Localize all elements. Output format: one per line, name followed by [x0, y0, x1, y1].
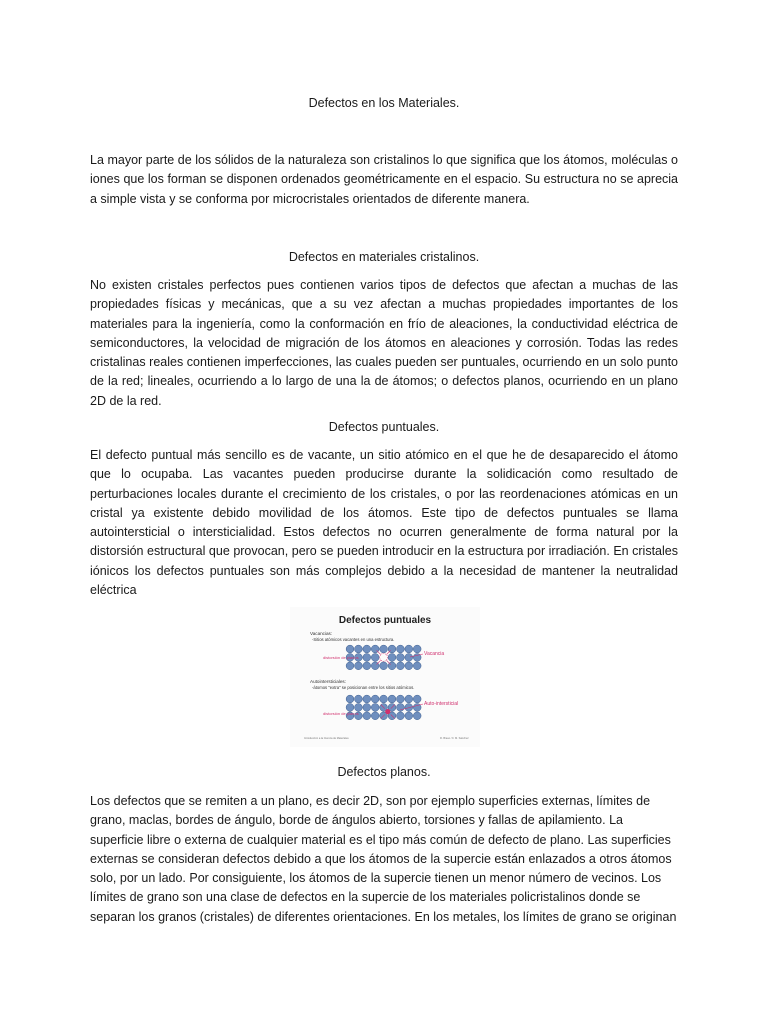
lattice-atom: [346, 695, 354, 703]
vacancy-label: Vacancia: [424, 651, 445, 657]
section-heading-planos: Defectos planos.: [337, 765, 431, 779]
lattice-atom: [405, 645, 413, 653]
lattice-atom: [371, 704, 379, 712]
section-heading-cristalinos: Defectos en materiales cristalinos.: [288, 250, 480, 264]
distortion-label-top: distorsión de planos: [323, 655, 359, 660]
section-body-cristalinos: No existen cristales perfectos pues contienen varios tipos de defectos que afectan a muchas de las propiedades físicas y mecánicas, que a su vez afectan a muchas propiedades importantes de los materiales para la ingeniería, como la conformación en frío de aleaciones, la conductividad eléctrica de semiconductores, la velocidad de migración de los átomos en aleaciones y corrosión. Todas las redes cristalinas reales contienen imperfecciones, las cuales pueden ser puntuales, ocurriendo en un solo punto de la red; lineales, ocurriendo a lo largo de una la de átomos; o defectos planos, ocurriendo en un plano 2D de la red.: [90, 278, 678, 408]
section-body-planos: Los defectos que se remiten a un plano, es decir 2D, son por ejemplo superficies externas, límites de grano, maclas, bordes de ángulo, borde de ángulos abierto, torsiones y fallas de apilamiento. La superficie libre o externa de cualquier material es el tipo más común de defecto de plano. Las superficies externas se consideran defectos debido a que los átomos de la supercie están enlazados a otros átomos solo, por un lado. Por consiguiente, los átomos de la supercie tienen un menor número de vecinos. Los límites de grano son una clase de defectos en la supercie de los materiales policristalinos donde se separan los granos (cristales) de diferentes orientaciones. En los metales, los límites de grano se originan: [90, 794, 677, 924]
lattice-atom: [363, 654, 371, 662]
distortion-label-bottom: distorsión de planos: [323, 711, 359, 716]
lattice-atom: [397, 654, 405, 662]
point-defects-figure: [290, 607, 480, 747]
lattice-atom: [397, 662, 405, 670]
lattice-atom: [355, 645, 363, 653]
interstitial-description: -átomos "extra" se posicionan entre los sitios atómicos.: [312, 685, 415, 690]
vacancy-site: [380, 654, 388, 662]
lattice-atom: [397, 712, 405, 720]
section-body-puntuales: El defecto puntual más sencillo es de vacante, un sitio atómico en el que he de desaparecido el átomo que lo ocupaba. Las vacantes pueden producirse durante la solidicación como resultado de perturbaciones locales durante el crecimiento de los cristales, o por las reordenaciones atómicas en un cristal ya existente debido movilidad de los átomos. Este tipo de defectos puntuales se llama autointersticial o intersticialidad. Estos defectos no ocurren generalmente de forma natural por la distorsión estructural que provocan, pero se pueden introducir en la estructura por irradiación. En cristales iónicos los defectos puntuales son más complejos debido a la necesidad de mantener la neutralidad eléctrica: [90, 448, 678, 598]
lattice-atom: [413, 712, 421, 720]
lattice-atom: [355, 695, 363, 703]
lattice-atom: [397, 695, 405, 703]
lattice-atom: [371, 712, 379, 720]
lattice-atom: [355, 662, 363, 670]
interstitial-heading: Autointersticiales:: [310, 679, 347, 684]
figure-credit-left: Introducción a la Ciencia de Materiales: [304, 737, 349, 740]
vacancy-heading: Vacancias:: [310, 631, 333, 636]
lattice-atom: [405, 712, 413, 720]
lattice-atom: [380, 695, 388, 703]
lattice-atom: [413, 695, 421, 703]
lattice-atom: [380, 645, 388, 653]
lattice-atom: [397, 645, 405, 653]
point-defects-diagram: [290, 607, 480, 747]
lattice-atom: [363, 662, 371, 670]
figure-title: Defectos puntuales: [338, 615, 432, 626]
lattice-atom: [346, 645, 354, 653]
lattice-atom: [363, 712, 371, 720]
lattice-atom: [388, 695, 396, 703]
lattice-atom: [346, 662, 354, 670]
lattice-atom: [371, 695, 379, 703]
lattice-atom: [413, 662, 421, 670]
lattice-atom: [363, 704, 371, 712]
lattice-atom: [363, 645, 371, 653]
lattice-atom: [405, 695, 413, 703]
lattice-atom: [363, 695, 371, 703]
figure-credit-right: R. Bravo / F. M. Sánchez: [440, 737, 469, 740]
lattice-atom: [371, 654, 379, 662]
lattice-atom: [380, 662, 388, 670]
interstitial-label: Auto-intersticial: [424, 701, 459, 707]
lattice-atom: [405, 654, 413, 662]
intro-paragraph: La mayor parte de los sólidos de la naturaleza son cristalinos lo que significa que los átomos, moléculas o iones que los forman se disponen ordenados geométricamente en el espacio. Su estructura no se aprecia a simple vista y se conforma por microcristales orientados de diferente manera.: [90, 153, 678, 206]
interstitial-atom: [385, 709, 390, 714]
vacancy-description: -Sitios atómicos vacantes en una estructura.: [312, 637, 395, 642]
lattice-atom: [405, 662, 413, 670]
lattice-atom: [388, 654, 396, 662]
lattice-atom: [413, 645, 421, 653]
document-title: Defectos en los Materiales.: [308, 96, 460, 110]
section-heading-puntuales: Defectos puntuales.: [328, 420, 440, 434]
